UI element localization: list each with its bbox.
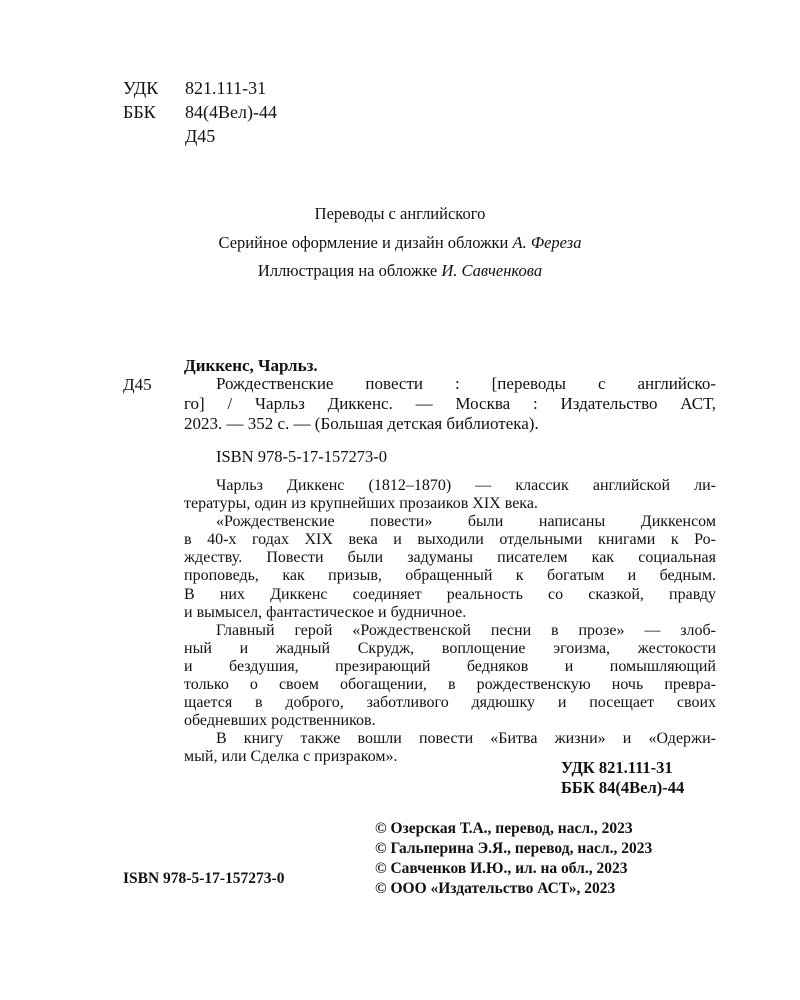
description-line: го] / Чарльз Диккенс. — Москва : Издательство АСТ, [184, 394, 716, 413]
design-credit [0, 229, 800, 258]
catalog-isbn: ISBN 978-5-17-157273-0 [216, 447, 387, 466]
illustrator-name: И. Савченкова [441, 261, 543, 280]
classification-codes-bottom [561, 758, 684, 798]
annotation-line: мый, или Сделка с призраком». [184, 748, 398, 766]
annotation-line: В книгу также вошли повести «Битва жизни» и «Одержи- [216, 730, 716, 748]
annotation-line: и бездушия, презирающий бедняков и помышляющий [184, 657, 716, 675]
author-mark: Д45 [185, 126, 216, 146]
catalog-author: Диккенс, Чарльз. [184, 356, 318, 375]
credits-block [0, 200, 800, 286]
description-line: 2023. — 352 с. — (Большая детская библиотека). [184, 414, 539, 433]
annotation-line: Главный герой «Рождественской песни в прозе» — злоб- [216, 621, 716, 639]
description-line: Рождественские повести : [переводы с английско- [216, 374, 716, 393]
copyright-line: © Савченков И.Ю., ил. на обл., 2023 [375, 860, 628, 877]
catalog-description [184, 374, 716, 434]
annotation-line: ждеству. Повести были задуманы писателем как социальная [184, 549, 716, 567]
classification-codes [123, 76, 277, 148]
translations-line: Переводы с английского [314, 204, 486, 223]
udk-bottom: УДК 821.111-31 [561, 758, 673, 777]
copyright-line: © Озерская Т.А., перевод, насл., 2023 [375, 820, 633, 837]
isbn-bottom: ISBN 978-5-17-157273-0 [123, 870, 285, 887]
copyright-line: © Гальперина Э.Я., перевод, насл., 2023 [375, 840, 653, 857]
annotation-line: в 40-х годах XIX века и выходили отдельными книгами к Ро- [184, 531, 716, 549]
catalog-mark: Д45 [123, 375, 152, 394]
illustration-credit [0, 257, 800, 286]
annotation-line: ный и жадный Скрудж, воплощение эгоизма, жестокости [184, 639, 716, 657]
illustration-prefix: Иллюстрация на обложке [257, 261, 442, 280]
designer-name: А. Фереза [512, 232, 582, 252]
design-prefix: Серийное оформление и дизайн обложки [218, 232, 513, 252]
udk-label: УДК [123, 78, 159, 98]
annotation-line: проповедь, как призыв, обращенный к богатым и бедным. [184, 567, 716, 585]
bbk-label: ББК [123, 102, 156, 122]
annotation-line: обедневших родственников. [184, 712, 376, 730]
annotation-line: только о своем обогащении, в рождественскую ночь превра- [184, 676, 716, 694]
bbk-bottom: ББК 84(4Вел)-44 [561, 778, 685, 797]
annotation-line: Чарльз Диккенс (1812–1870) — классик английской ли- [216, 477, 716, 494]
annotation-line: и вымысел, фантастическое и будничное. [184, 603, 467, 621]
bbk-value: 84(4Вел)-44 [185, 102, 277, 122]
copyright-block [375, 819, 652, 899]
udk-value: 821.111-31 [185, 78, 267, 98]
annotation-line: «Рождественские повести» были написаны Диккенсом [216, 513, 716, 531]
annotation [184, 477, 716, 767]
annotation-line: В них Диккенс соединяет реальность со сказкой, правду [184, 585, 716, 603]
annotation-line: тературы, один из крупнейших прозаиков XIX века. [184, 495, 538, 513]
copyright-line: © ООО «Издательство АСТ», 2023 [375, 880, 616, 897]
annotation-line: щается в доброго, заботливого дядюшку и посещает своих [184, 694, 716, 712]
